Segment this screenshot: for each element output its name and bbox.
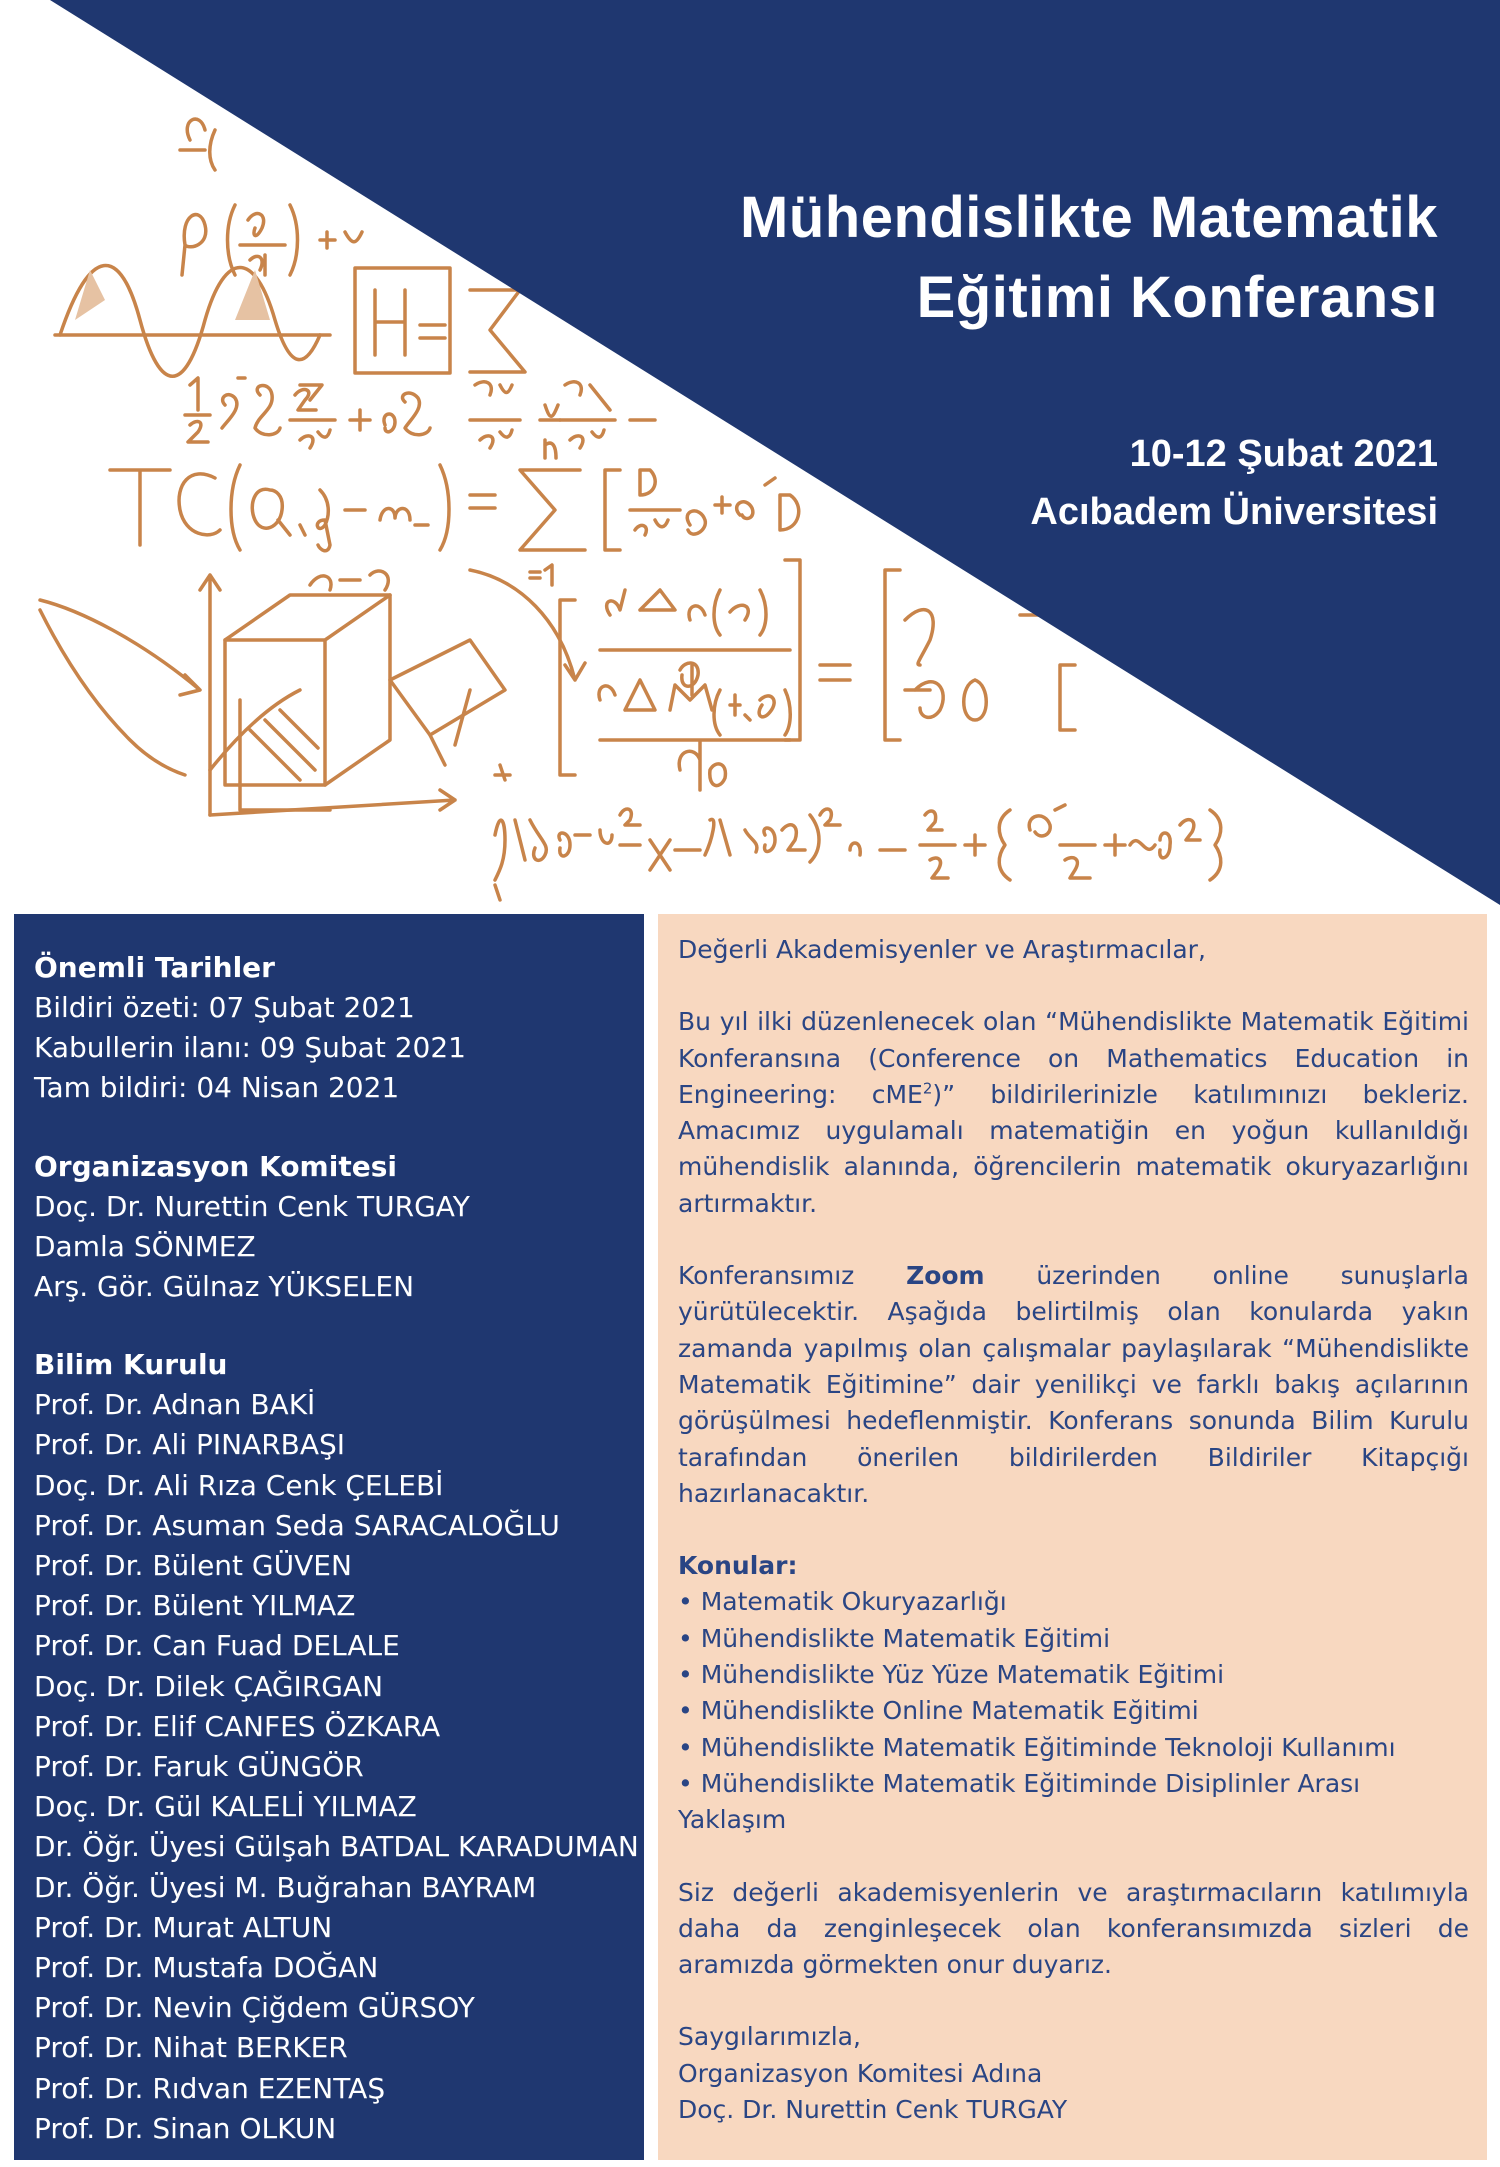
- topic-item: • Mühendislikte Yüz Yüze Matematik Eğitimi: [678, 1660, 1225, 1690]
- letter-paragraph-1: [678, 1004, 1469, 1222]
- scientific-member: Prof. Dr. Rıdvan EZENTAŞ: [34, 2071, 386, 2105]
- topic-item: • Matematik Okuryazarlığı: [678, 1587, 1007, 1617]
- scientific-member: Prof. Dr. Bülent GÜVEN: [34, 1549, 352, 1583]
- conference-title: [740, 178, 1438, 338]
- scientific-member: Prof. Dr. Murat ALTUN: [34, 1910, 333, 1944]
- hero-banner: [0, 0, 1500, 905]
- letter-paragraph-2: [678, 1258, 1469, 1512]
- scientific-member: Prof. Dr. Bülent YILMAZ: [34, 1589, 356, 1623]
- topics-section: [678, 1548, 1469, 1838]
- scientific-committee-heading: Bilim Kurulu: [34, 1348, 228, 1382]
- scientific-member: Prof. Dr. Nihat BERKER: [34, 2031, 348, 2065]
- letter-greeting: Değerli Akademisyenler ve Araştırmacılar,: [678, 935, 1206, 964]
- important-dates-heading: Önemli Tarihler: [34, 951, 275, 984]
- topic-item: • Mühendislikte Matematik Eğitiminde Teknoloji Kullanımı: [678, 1732, 1396, 1762]
- date-item: Tam bildiri: 04 Nisan 2021: [34, 1071, 400, 1105]
- info-sidebar: [14, 914, 644, 2160]
- scientific-member: Prof. Dr. Elif CANFES ÖZKARA: [34, 1709, 441, 1743]
- conference-dates: 10-12 Şubat 2021: [1129, 433, 1438, 475]
- zoom-highlight: Zoom: [906, 1261, 985, 1291]
- scientific-member: Prof. Dr. Ali PINARBAŞI: [34, 1428, 346, 1462]
- closing-line: Organizasyon Komitesi Adına: [678, 2058, 1043, 2088]
- p2-text-a: Konferansımız: [678, 1261, 907, 1291]
- scientific-member: Prof. Dr. Adnan BAKİ: [34, 1388, 316, 1422]
- topic-item: • Mühendislikte Matematik Eğitimi: [678, 1623, 1111, 1653]
- scientific-member: Prof. Dr. Faruk GÜNGÖR: [34, 1750, 364, 1784]
- letter-paragraph-3: Siz değerli akademisyenlerin ve araştırmacıların katılımıyla daha da zenginleşecek olan konferansımızda sizleri de aramızda görmekten onur duyarız.: [678, 1877, 1469, 1980]
- scientific-member: Doç. Dr. Ali Rıza Cenk ÇELEBİ: [34, 1468, 444, 1502]
- topic-item: • Mühendislikte Matematik Eğitiminde Disiplinler Arası Yaklaşım: [678, 1768, 1361, 1835]
- date-item: Kabullerin ilanı: 09 Şubat 2021: [34, 1031, 466, 1065]
- closing-signature: Doç. Dr. Nurettin Cenk TURGAY: [678, 2095, 1068, 2125]
- scientific-member: Doç. Dr. Dilek ÇAĞIRGAN: [34, 1669, 384, 1703]
- conference-venue: Acıbadem Üniversitesi: [1030, 491, 1438, 533]
- scientific-member: Prof. Dr. Sinan OLKUN: [34, 2111, 337, 2145]
- scientific-member: Prof. Dr. Asuman Seda SARACALOĞLU: [34, 1508, 560, 1542]
- organizing-committee-heading: Organizasyon Komitesi: [34, 1149, 397, 1183]
- scientific-member: Dr. Öğr. Üyesi Gülşah BATDAL KARADUMAN: [34, 1830, 639, 1864]
- invitation-letter: [658, 914, 1487, 2160]
- p1-superscript: 2: [922, 1079, 933, 1098]
- date-venue: [1030, 425, 1438, 541]
- scientific-committee-section: [34, 1345, 639, 2149]
- letter-closing: [678, 2019, 1469, 2128]
- topics-heading: Konular:: [678, 1551, 798, 1581]
- p1-text-a: Bu yıl ilki düzenlenecek olan “Mühendislikte Matematik Eğitimi Konferansına (Conference on Mathematics Education in Engineering: cME: [678, 1007, 1469, 1109]
- organizing-committee-section: [34, 1147, 624, 1308]
- title-line-1: Mühendislikte Matematik: [740, 185, 1438, 250]
- important-dates-section: [34, 948, 624, 1109]
- title-line-2: Eğitimi Konferansı: [916, 265, 1438, 330]
- committee-member: Arş. Gör. Gülnaz YÜKSELEN: [34, 1270, 415, 1304]
- scientific-member: Prof. Dr. Nevin Çiğdem GÜRSOY: [34, 1991, 475, 2025]
- committee-member: Doç. Dr. Nurettin Cenk TURGAY: [34, 1189, 470, 1223]
- closing-line: Saygılarımızla,: [678, 2022, 861, 2052]
- p1-text-b: )” bildirilerinizle katılımınızı bekleriz. Amacımız uygulamalı matematiğin en yoğun kullanıldığı mühendislik alanında, öğrencilerin matematik okuryazarlığını artırmaktır.: [678, 1079, 1469, 1218]
- scientific-member: Dr. Öğr. Üyesi M. Buğrahan BAYRAM: [34, 1870, 537, 1904]
- topic-item: • Mühendislikte Online Matematik Eğitimi: [678, 1696, 1199, 1726]
- scientific-member: Doç. Dr. Gül KALELİ YILMAZ: [34, 1790, 417, 1824]
- p2-text-b: üzerinden online sunuşlarla yürütülecektir. Aşağıda belirtilmiş olan konularda yakın zamanda yapılmış olan çalışmalar paylaşılarak “Mühendislikte Matematik Eğitimine” dair yenilikçi ve farklı bakış açılarının görüşülmesi hedeflenmiştir. Konferans sonunda Bilim Kurulu tarafından önerilen bildirilerden Bildiriler Kitapçığı hazırlanacaktır.: [678, 1261, 1469, 1508]
- scientific-member: Prof. Dr. Can Fuad DELALE: [34, 1629, 400, 1663]
- scientific-member: Prof. Dr. Mustafa DOĞAN: [34, 1951, 379, 1985]
- date-item: Bildiri özeti: 07 Şubat 2021: [34, 991, 415, 1024]
- committee-member: Damla SÖNMEZ: [34, 1229, 256, 1263]
